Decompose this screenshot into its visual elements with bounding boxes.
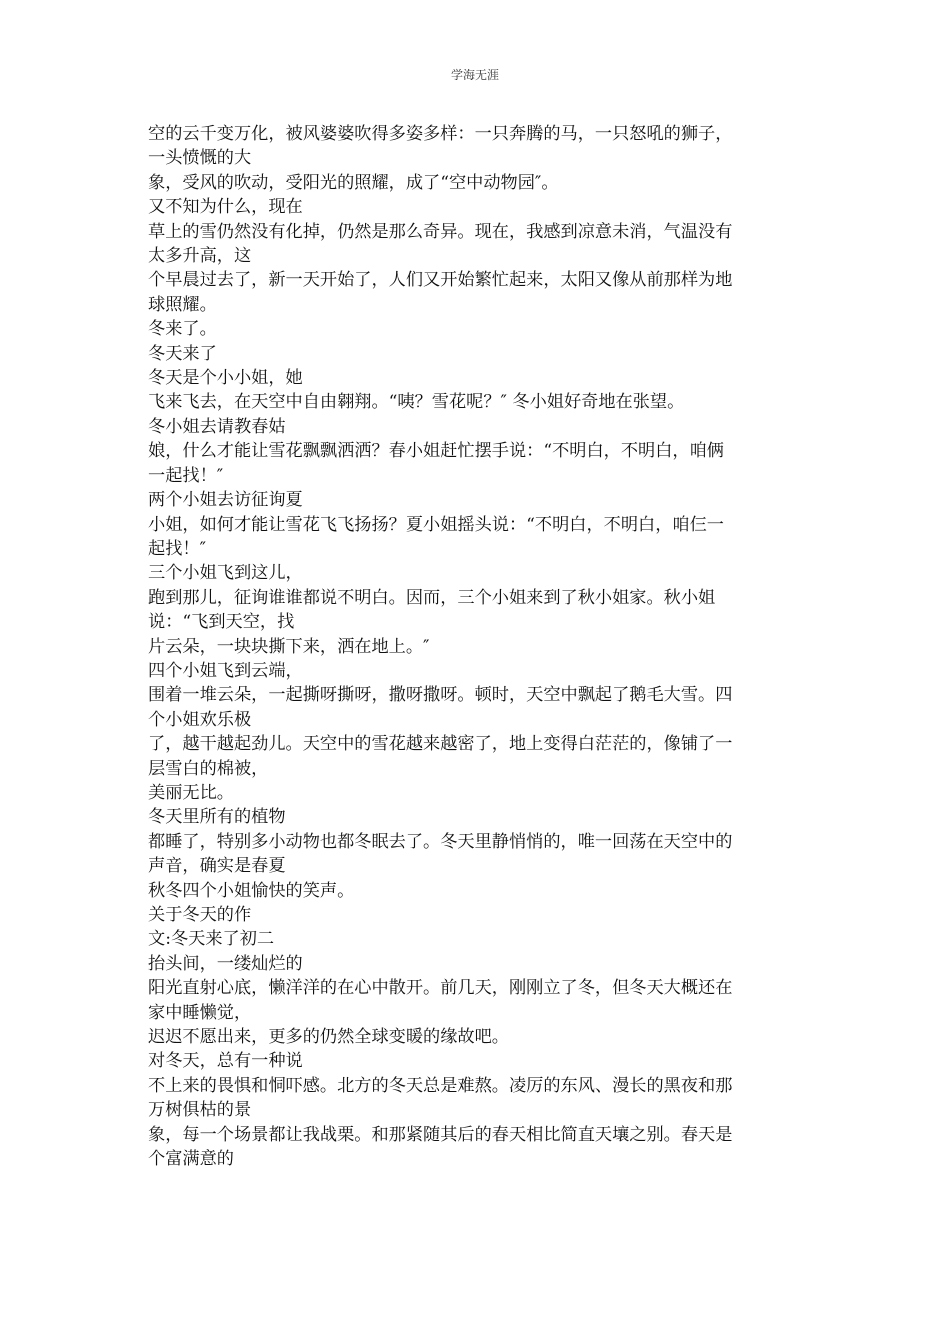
text-line: 片云朵，一块块撕下来，洒在地上。″	[148, 636, 430, 657]
text-line: 冬天里所有的植物	[148, 807, 286, 828]
text-line: 四个小姐飞到云端，	[148, 660, 303, 681]
document-body	[148, 122, 808, 1171]
text-line: 冬天是个小小姐，她	[148, 368, 303, 389]
text-line: 关于冬天的作	[148, 905, 252, 925]
text-line: 冬来了。	[148, 319, 217, 340]
text-line: 个富满意的	[148, 1149, 234, 1170]
text-line: 飞来飞去，在天空中自由翱翔。“咦？雪花呢？″ 冬小姐好奇地在张望。	[148, 392, 685, 413]
text-line: 冬小姐去请教春姑	[148, 416, 286, 437]
page-header: 学海无涯	[450, 68, 499, 82]
text-line: 声音，确实是春夏	[148, 856, 286, 877]
text-line: 万树俱枯的景	[148, 1100, 252, 1121]
text-line: 了，越干越起劲儿。天空中的雪花越来越密了，地上变得白茫茫的，像铺了一	[148, 734, 733, 755]
text-line: 小姐，如何才能让雪花飞飞扬扬？夏小姐摇头说：“不明白，不明白，咱仨一	[148, 514, 724, 535]
text-line: 跑到那儿，征询谁谁都说不明白。因而，三个小姐来到了秋小姐家。秋小姐	[148, 587, 716, 608]
text-line: 球照耀。	[148, 294, 217, 315]
text-line: 两个小姐去访征询夏	[148, 490, 303, 511]
text-line: 都睡了，特别多小动物也都冬眠去了。冬天里静悄悄的，唯一回荡在天空中的	[148, 831, 733, 852]
text-line: 一起找！″	[148, 465, 224, 486]
text-line: 象，受风的吹动，受阳光的照耀，成了“空中动物园″。	[148, 172, 559, 193]
text-line: 迟迟不愿出来，更多的仍然全球变暖的缘故吧。	[148, 1027, 509, 1048]
text-line: 娘，什么才能让雪花飘飘洒洒？春小姐赶忙摆手说：“不明白，不明白，咱俩	[148, 441, 724, 462]
text-line: 一头愤慨的大	[148, 148, 252, 169]
text-line: 围着一堆云朵，一起撕呀撕呀，撒呀撒呀。顿时，天空中飘起了鹅毛大雪。四	[148, 685, 733, 706]
text-line: 秋冬四个小姐愉快的笑声。	[148, 880, 355, 901]
text-line: 不上来的畏惧和恫吓感。北方的冬天总是难熬。凌厉的东风、漫长的黑夜和那	[148, 1075, 733, 1096]
text-line: 对冬天，总有一种说	[148, 1051, 303, 1072]
text-line: 又不知为什么，现在	[148, 197, 303, 218]
text-line: 象，每一个场景都让我战栗。和那紧随其后的春天相比简直天壤之别。春天是	[148, 1124, 733, 1145]
text-line: 冬天来了	[148, 343, 217, 364]
text-line: 个小姐欢乐极	[148, 709, 252, 730]
text-line: 太多升高，这	[148, 246, 252, 267]
text-line: 空的云千变万化，被风婆婆吹得多姿多样：一只奔腾的马，一只怒吼的狮子，	[148, 124, 733, 144]
text-line: 阳光直射心底，懒洋洋的在心中散开。前几天，刚刚立了冬，但冬天大概还在	[148, 978, 733, 999]
text-line: 个早晨过去了，新一天开始了，人们又开始繁忙起来，太阳又像从前那样为地	[148, 270, 733, 291]
text-line: 起找！″	[148, 538, 206, 559]
text-line: 层雪白的棉被，	[148, 758, 269, 779]
text-line: 草上的雪仍然没有化掉，仍然是那么奇异。现在，我感到凉意未消，气温没有	[148, 221, 733, 242]
text-line: 美丽无比。	[148, 782, 234, 803]
text-line: 说：“飞到天空，找	[148, 612, 295, 633]
text-line: 文:冬天来了初二	[148, 929, 275, 950]
text-line: 抬头间，一缕灿烂的	[148, 953, 303, 974]
text-line: 三个小姐飞到这儿，	[148, 563, 303, 584]
text-line: 家中睡懒觉，	[148, 1002, 252, 1023]
